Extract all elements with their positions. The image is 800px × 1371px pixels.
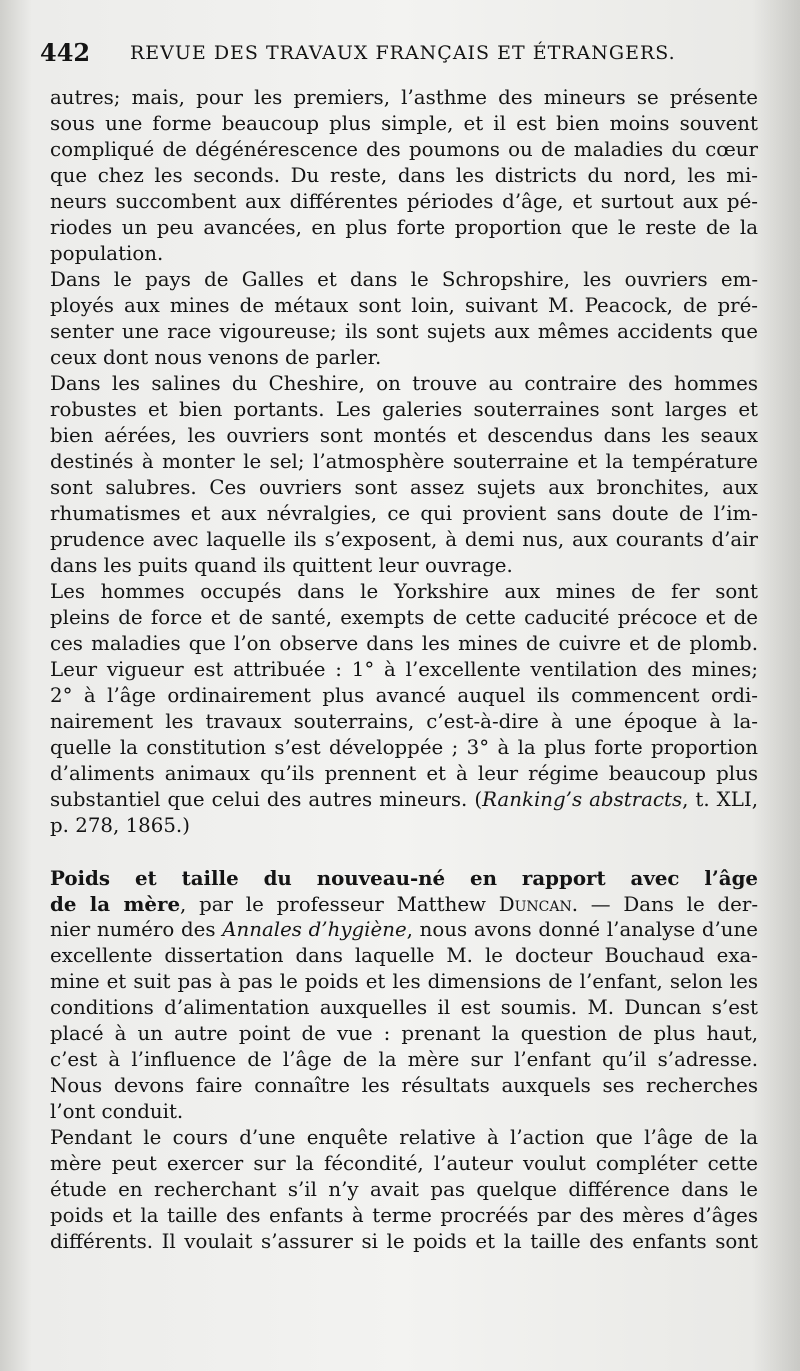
text-run: d’aliments animaux qu’ils prennent et à leur régime beaucoup plus (50, 762, 758, 785)
text-line (50, 761, 758, 787)
text-line (50, 215, 758, 241)
section-heading-line (50, 865, 758, 891)
text-run: riodes un peu avancées, en plus forte proportion que le reste de la (50, 216, 758, 239)
text-line (50, 1021, 758, 1047)
body-text (50, 85, 758, 1255)
text-line (50, 501, 758, 527)
text-line (50, 1229, 758, 1255)
text-run: Poids et taille du nouveau-né en rapport avec l’âge (50, 866, 758, 890)
page-number: 442 (40, 38, 91, 67)
text-run: , t. XLI, (682, 788, 758, 811)
text-line (50, 657, 758, 683)
text-run: mère peut exercer sur la fécondité, l’auteur voulut compléter cette (50, 1152, 758, 1175)
text-run: senter une race vigoureuse; ils sont sujets aux mêmes accidents que (50, 320, 758, 343)
text-line (50, 163, 758, 189)
text-run: population. (50, 242, 164, 265)
text-run: Les hommes occupés dans le Yorkshire aux mines de fer sont (50, 580, 758, 603)
text-run: excellente dissertation dans laquelle M. le docteur Bouchaud exa- (50, 944, 758, 967)
text-run: ceux dont nous venons de parler. (50, 346, 382, 369)
running-title: REVUE DES TRAVAUX FRANÇAIS ET ÉTRANGERS. (130, 42, 676, 64)
text-line (50, 553, 758, 579)
text-run: nier numéro des (50, 918, 223, 941)
text-run: différents. Il voulait s’assurer si le poids et la taille des enfants sont (50, 1230, 758, 1253)
text-line (50, 1203, 758, 1229)
text-line (50, 631, 758, 657)
text-run: Pendant le cours d’une enquête relative à l’action que l’âge de la (50, 1126, 758, 1149)
text-line (50, 371, 758, 397)
text-line (50, 787, 758, 813)
text-line (50, 527, 758, 553)
text-line (50, 917, 758, 943)
text-line (50, 813, 758, 839)
text-run: compliqué de dégénérescence des poumons ou de maladies du cœur (50, 138, 758, 161)
text-line (50, 423, 758, 449)
text-line (50, 683, 758, 709)
text-run: substantiel que celui des autres mineurs. ( (50, 788, 483, 811)
text-line (50, 449, 758, 475)
text-run: Dans le pays de Galles et dans le Schropshire, les ouvriers em- (50, 268, 758, 291)
text-run: , par le professeur Matthew (180, 893, 499, 916)
text-run: sont salubres. Ces ouvriers sont assez sujets aux bronchites, aux (50, 476, 758, 499)
text-run: . — Dans le der- (571, 893, 758, 916)
text-run: destinés à monter le sel; l’atmosphère souterraine et la température (50, 450, 758, 473)
text-line (50, 293, 758, 319)
text-line (50, 1177, 758, 1203)
text-run: ployés aux mines de métaux sont loin, suivant M. Peacock, de pré- (50, 294, 758, 317)
text-line (50, 1047, 758, 1073)
text-line (50, 1151, 758, 1177)
text-run: rhumatismes et aux névralgies, ce qui provient sans doute de l’im- (50, 502, 758, 525)
text-run: Ranking’s abstracts (482, 788, 683, 811)
text-line (50, 1125, 758, 1151)
text-run: quelle la constitution s’est développée ; 3° à la plus forte proportion (50, 736, 758, 759)
text-line (50, 605, 758, 631)
text-line (50, 1099, 758, 1125)
text-run: neurs succombent aux différentes périodes d’âge, et surtout aux pé- (50, 190, 758, 213)
text-run: bien aérées, les ouvriers sont montés et descendus dans les seaux (50, 424, 758, 447)
text-line (50, 943, 758, 969)
text-line (50, 397, 758, 423)
text-line (50, 995, 758, 1021)
text-run: pleins de force et de santé, exempts de cette caducité précoce et de (50, 606, 758, 629)
text-line (50, 709, 758, 735)
text-run: Annales d’hygiène (222, 918, 407, 941)
text-run: Dans les salines du Cheshire, on trouve au contraire des hommes (50, 372, 758, 395)
page-header (40, 38, 760, 70)
text-line (50, 1073, 758, 1099)
text-run: poids et la taille des enfants à terme procréés par des mères d’âges (50, 1204, 758, 1227)
text-line (50, 969, 758, 995)
text-run: étude en recherchant s’il n’y avait pas quelque différence dans le (50, 1178, 758, 1201)
text-run: c’est à l’influence de l’âge de la mère sur l’enfant qu’il s’adresse. (50, 1048, 758, 1071)
text-run: 2° à l’âge ordinairement plus avancé auquel ils commencent ordi- (50, 684, 758, 707)
text-run: Nous devons faire connaître les résultats auxquels ses recherches (50, 1074, 758, 1097)
text-run: Leur vigueur est attribuée : 1° à l’excellente ventilation des mines; (50, 658, 758, 681)
text-run: prudence avec laquelle ils s’exposent, à demi nus, aux courants d’air (50, 528, 758, 551)
text-run: que chez les seconds. Du reste, dans les districts du nord, les mi- (50, 164, 758, 187)
text-line (50, 735, 758, 761)
text-run: conditions d’alimentation auxquelles il est soumis. M. Duncan s’est (50, 996, 758, 1019)
text-run: Duncan (498, 893, 572, 916)
text-run: robustes et bien portants. Les galeries souterraines sont larges et (50, 398, 758, 421)
text-run: mine et suit pas à pas le poids et les dimensions de l’enfant, selon les (50, 970, 758, 993)
text-line (50, 85, 758, 111)
text-run: sous une forme beaucoup plus simple, et il est bien moins souvent (50, 112, 758, 135)
text-run: de la mère (50, 892, 181, 916)
text-line (50, 189, 758, 215)
text-line (50, 267, 758, 293)
text-run: nairement les travaux souterrains, c’est-à-dire à une époque à la- (50, 710, 758, 733)
text-run: , nous avons donné l’analyse d’une (406, 918, 758, 941)
text-run: ces maladies que l’on observe dans les mines de cuivre et de plomb. (50, 632, 758, 655)
text-line (50, 475, 758, 501)
text-line (50, 137, 758, 163)
text-run: dans les puits quand ils quittent leur ouvrage. (50, 554, 513, 577)
text-run: l’ont conduit. (50, 1100, 184, 1123)
text-run: p. 278, 1865.) (50, 814, 190, 837)
text-line (50, 579, 758, 605)
text-line (50, 319, 758, 345)
section-heading-line (50, 891, 758, 917)
text-line (50, 241, 758, 267)
text-run: placé à un autre point de vue : prenant la question de plus haut, (50, 1022, 758, 1045)
text-line (50, 111, 758, 137)
text-line (50, 345, 758, 371)
text-run: autres; mais, pour les premiers, l’asthme des mineurs se présente (50, 86, 758, 109)
